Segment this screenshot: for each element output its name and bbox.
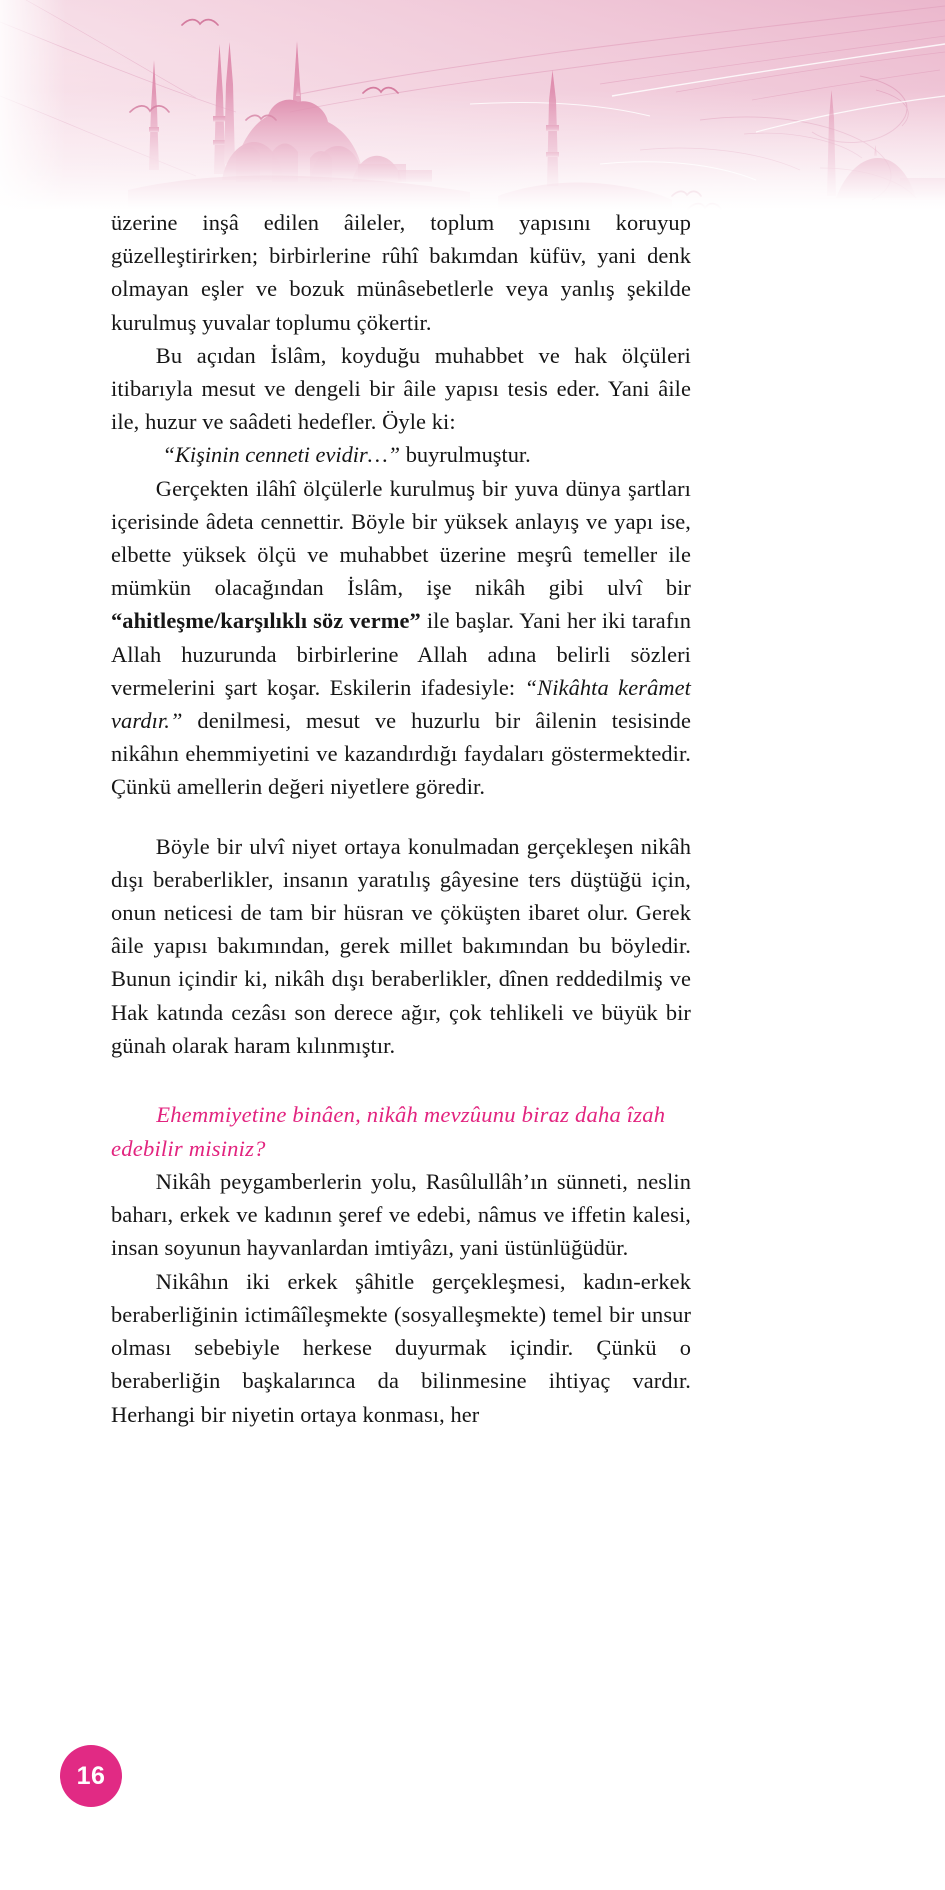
paragraph-continued: üzerine inşâ edilen âileler, toplum yapısını koruyup güzelleştirirken; birbirlerine rûhî bakımdan küfüv, yani denk olmayan eşler ve bozuk münâsebetlerle veya yanlış şekilde kurulmuş yuvalar toplumu çökertir. [111,210,691,335]
page-number: 16 [76,1761,106,1790]
paragraph-nikahin-iki-erkek: Nikâhın iki erkek şâhitle gerçekleşmesi, kadın-erkek beraberliğinin ictimâîleşmekte (sosyalleşmekte) temel bir unsur olması sebebiyle herkese duyurmak içindir. Çünkü o beraberliğin başkalarınca da bilinmesine ihtiyaç vardır. Herhangi bir niyetin ortaya konması, her [111,1268,691,1427]
paragraph-boyle-bir-ulvi: Böyle bir ulvî niyet ortaya konulmadan gerçekleşen nikâh dışı beraberlikler, insanın yaratılış gâyesine ters düştüğü için, onun neticesi de tam bir hüsran ve çöküşten ibaret olur. Gerek âile yapısı bakımından, gerek millet bakımından bu böyledir. Bunun içindir ki, nikâh dışı beraberlikler, dînen reddedilmiş ve Hak katında cezâsı son derece ağır, çok tehlikeli ve büyük bir günah olarak haram kılınmıştır. [111,833,691,1058]
hadith-quote-line [111,438,691,471]
paragraph-islam-olculeri: Bu açıdan İslâm, koyduğu muhabbet ve hak ölçüleri itibarıyla mesut ve dengeli bir âile yapısı tesis eder. Yani âile ile, huzur ve saâdeti hedefler. Öyle ki: [111,342,691,435]
paragraph-nikah-peygamberlerin: Nikâh peygamberlerin yolu, Rasûlullâh’ın sünneti, neslin baharı, erkek ve kadının şeref ve edebi, nâmus ve iffetin kalesi, insan soyunun hayvanlardan imtiyâzı, yani üstünlüğüdür. [111,1169,691,1261]
gercekten-seg-4: denilmesi, mesut ve huzurlu bir âilenin tesisinde nikâhın ehemmiyetini ve kazandırdığı faydaları göstermektedir. Çünkü amellerin değeri niyetlere göredir. [111,708,691,800]
gercekten-italic-nikahta-keramet: “Nikâhta kerâmet vardır.” [111,674,691,734]
page-number-badge [60,1745,122,1807]
paragraph-gap-1 [111,804,691,830]
gercekten-seg-0: Gerçekten ilâhî ölçülerle kurulmuş bir yuva dünya şartları içerisinde âdeta cennettir. Böyle bir yüksek anlayış ve yapı ise, elbette yüksek ölçü ve muhabbet üzerine meşrû temeller ile mümkün olacağından İslâm, işe nikâh gibi ulvî bir [111,475,691,601]
section-gap [111,1062,691,1098]
hadith-quote-italic: “Kişinin cenneti evidir…” [162,442,401,468]
gercekten-bold-ahitlesme: “ahitleşme/karşılıklı söz verme” [111,608,421,634]
mosque-skyline-watercolor-illustration [0,0,945,210]
gercekten-seg-2: ile başlar. Yani her iki tarafın Allah huzurunda birbirlerine Allah adına belirli sözleri vermelerini şart koşar. Eskilerin ifadesiyle: [111,608,691,700]
paragraph-gercekten [111,472,691,804]
hadith-quote-tail: buyrulmuştur. [400,442,531,468]
page-body [111,206,691,1431]
question-heading-nikah-mevzuu: Ehemmiyetine binâen, nikâh mevzûunu biraz daha îzah edebilir misiniz? [111,1102,666,1161]
